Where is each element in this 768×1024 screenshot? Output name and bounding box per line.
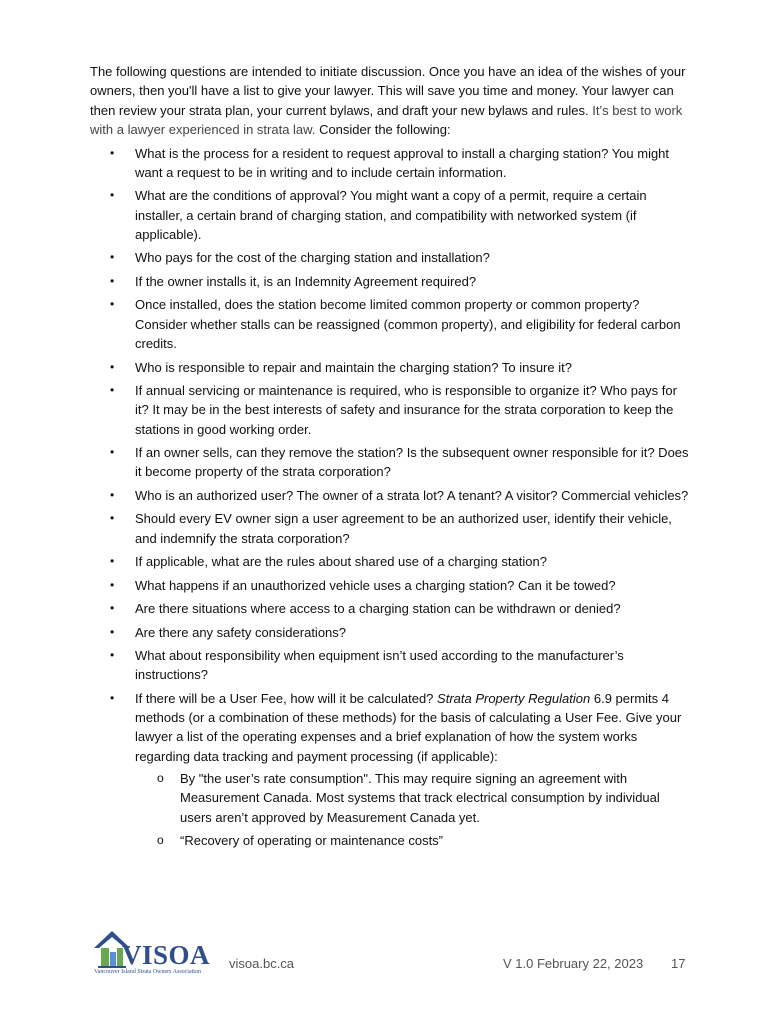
bullet-icon: • xyxy=(110,445,115,460)
sub-list-item xyxy=(135,831,690,850)
regulation-title: Strata Property Regulation xyxy=(437,690,591,706)
list-item xyxy=(90,144,690,183)
visoa-logo xyxy=(92,928,211,980)
list-item xyxy=(90,186,690,244)
user-fee-text-1: If there will be a User Fee, how will it be calculated? xyxy=(135,690,438,706)
bullet-icon: • xyxy=(110,145,115,160)
sub-list-item-text: By "the user’s rate consumption". This may require signing an agreement with Measurement Canada. Most systems that track electrical consumption by individual users aren’t approved by Measurement Canada yet. xyxy=(180,771,660,825)
bullet-icon: • xyxy=(110,601,115,616)
document-body xyxy=(90,62,690,854)
intro-text-1: The following questions are intended to initiate discussion. Once you have an idea of the wishes of your owners, then you'll have a list to give your lawyer. This will save you time and money. Your lawyer can then review your strata plan, your current bylaws, and draft your new bylaws and rules. xyxy=(90,64,686,118)
footer-version: V 1.0 February 22, 2023 xyxy=(503,956,644,971)
logo-text: VISOA xyxy=(122,940,211,970)
list-item-text: What happens if an unauthorized vehicle uses a charging station? Can it be towed? xyxy=(135,577,616,593)
logo-subtitle: Vancouver Island Strata Owners Association xyxy=(94,969,201,975)
list-item-text: Are there any safety considerations? xyxy=(135,624,347,640)
list-item-user-fee xyxy=(90,689,690,850)
list-item xyxy=(90,443,690,482)
list-item-text: Once installed, does the station become limited common property or common property? Consider whether stalls can be reassigned (common property), and eligibility for federal carbon credits. xyxy=(135,297,681,352)
circle-bullet-icon: o xyxy=(157,832,164,847)
bullet-icon: • xyxy=(110,577,115,592)
list-item xyxy=(90,486,690,505)
list-item-text: What about responsibility when equipment isn’t used according to the manufacturer’s instructions? xyxy=(135,648,624,683)
question-list xyxy=(90,144,690,851)
sub-list-item-text: “Recovery of operating or maintenance costs” xyxy=(180,832,444,848)
sub-list-item xyxy=(135,769,690,827)
list-item xyxy=(90,623,690,642)
list-item xyxy=(90,646,690,685)
list-item-text: What are the conditions of approval? You might want a copy of a permit, require a certain installer, a certain brand of charging station, and compatibility with networked system (if applicable). xyxy=(135,188,647,242)
list-item xyxy=(90,552,690,571)
bullet-icon: • xyxy=(110,554,115,569)
intro-paragraph xyxy=(90,62,690,140)
page-footer xyxy=(0,928,768,988)
bullet-icon: • xyxy=(110,273,115,288)
bullet-icon: • xyxy=(110,383,115,398)
bullet-icon: • xyxy=(110,648,115,663)
bullet-icon: • xyxy=(110,359,115,374)
bullet-icon: • xyxy=(110,690,115,705)
list-item-text: If an owner sells, can they remove the station? Is the subsequent owner responsible for it? Does it become property of the strata corporation? xyxy=(135,445,689,480)
list-item-text: Who is responsible to repair and maintain the charging station? To insure it? xyxy=(135,359,572,375)
list-item xyxy=(90,576,690,595)
bullet-icon: • xyxy=(110,624,115,639)
bullet-icon: • xyxy=(110,487,115,502)
circle-bullet-icon: o xyxy=(157,771,164,786)
list-item xyxy=(90,248,690,267)
user-fee-text-2: 6.9 permits 4 methods (or a combination of these methods) for the basis of calculating a User Fee. Give your lawyer a list of the operating expenses and a brief explanation of how the system works regarding data tracking and payment processing (if applicable): xyxy=(135,690,682,764)
intro-text-2: It’s best to work with a lawyer experienced in strata law. xyxy=(90,102,683,138)
list-item-text: If the owner installs it, is an Indemnity Agreement required? xyxy=(135,273,477,289)
bullet-icon: • xyxy=(110,250,115,265)
list-item xyxy=(90,295,690,353)
list-item-text: Should every EV owner sign a user agreement to be an authorized user, identify their vehicle, and indemnify the strata corporation? xyxy=(135,511,672,546)
list-item xyxy=(90,509,690,548)
bullet-icon: • xyxy=(110,297,115,312)
list-item-text: If applicable, what are the rules about shared use of a charging station? xyxy=(135,554,547,570)
list-item-text: Are there situations where access to a charging station can be withdrawn or denied? xyxy=(135,601,621,617)
list-item-text: If annual servicing or maintenance is required, who is responsible to organize it? Who pays for it? It may be in the best interests of safety and insurance for the strata corporation to keep the stations in good working order. xyxy=(135,383,677,437)
bullet-icon: • xyxy=(110,188,115,203)
bullet-icon: • xyxy=(110,511,115,526)
list-item-text: What is the process for a resident to request approval to install a charging station? You might want a request to be in writing and to include certain information. xyxy=(135,145,670,180)
fee-method-list xyxy=(135,769,690,850)
list-item xyxy=(90,272,690,291)
footer-url[interactable]: visoa.bc.ca xyxy=(229,956,295,971)
list-item xyxy=(90,599,690,618)
list-item-text: Who pays for the cost of the charging station and installation? xyxy=(135,250,490,266)
list-item xyxy=(90,381,690,439)
page-number: 17 xyxy=(671,956,686,971)
intro-text-3: Consider the following: xyxy=(315,122,451,138)
list-item-text: Who is an authorized user? The owner of a strata lot? A tenant? A visitor? Commercial vehicles? xyxy=(135,487,689,503)
list-item xyxy=(90,358,690,377)
